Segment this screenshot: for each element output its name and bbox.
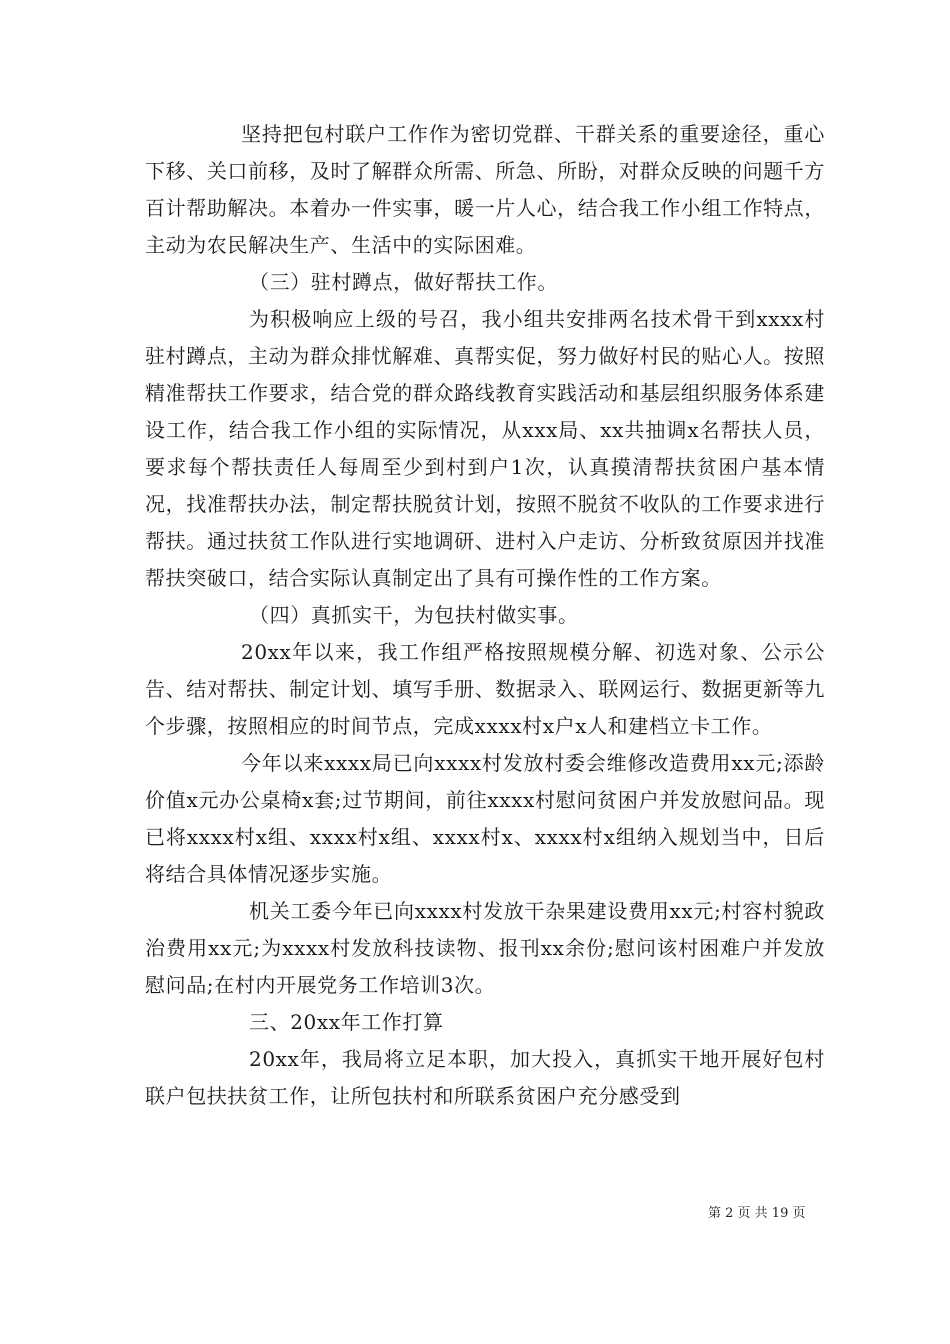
paragraph-bureau-funding: 今年以来xxxx局已向xxxx村发放村委会维修改造费用xx元;添龄价值x元办公桌椅x套;过节期间，前往xxxx村慰问贫困户并发放慰问品。现已将xxxx村x组、xxxx村x组、xxxx村x、xxxx村x组纳入规划当中，日后将结合具体情况逐步实施。 xyxy=(145,751,825,886)
page-number: 第 2 页 共 19 页 xyxy=(708,1206,806,1221)
paragraph-village-stationing: 为积极响应上级的号召，我小组共安排两名技术骨干到xxxx村驻村蹲点，主动为群众排忧解难、真帮实促，努力做好村民的贴心人。按照精准帮扶工作要求，结合党的群众路线教育实践活动和基层组织服务体系建设工作，结合我工作小组的实际情况，从xxx局、xx共抽调x名帮扶人员，要求每个帮扶责任人每周至少到村到户1次，认真摸清帮扶贫困户基本情况，找准帮扶办法，制定帮扶脱贫计划，按照不脱贫不收队的工作要求进行帮扶。通过扶贫工作队进行实地调研、进村入户走访、分析致贫原因并找准帮扶突破口，结合实际认真制定出了具有可操作性的工作方案。 xyxy=(145,307,825,590)
section-heading-three: （三）驻村蹲点，做好帮扶工作。 xyxy=(249,270,558,294)
paragraph-registration-work: 20xx年以来，我工作组严格按照规模分解、初选对象、公示公告、结对帮扶、制定计划、填写手册、数据录入、联网运行、数据更新等九个步骤，按照相应的时间节点，完成xxxx村x户x人和建档立卡工作。 xyxy=(145,640,825,738)
paragraph-next-year: 20xx年，我局将立足本职，加大投入，真抓实干地开展好包村联户包扶扶贫工作，让所包扶村和所联系贫困户充分感受到 xyxy=(145,1047,825,1108)
section-heading-four: （四）真抓实干，为包扶村做实事。 xyxy=(249,603,579,627)
document-body xyxy=(145,116,825,1115)
paragraph-work-committee: 机关工委今年已向xxxx村发放干杂果建设费用xx元;村容村貌政治费用xx元;为xxxx村发放科技读物、报刊xx余份;慰问该村困难户并发放慰问品;在村内开展党务工作培训3次。 xyxy=(145,899,825,997)
paragraph-party-relations: 坚持把包村联户工作作为密切党群、干群关系的重要途径，重心下移、关口前移，及时了解群众所需、所急、所盼，对群众反映的问题千方百计帮助解决。本着办一件实事，暖一片人心，结合我工作小组工作特点，主动为农民解决生产、生活中的实际困难。 xyxy=(145,122,825,257)
section-heading-plan: 三、20xx年工作打算 xyxy=(249,1010,444,1034)
